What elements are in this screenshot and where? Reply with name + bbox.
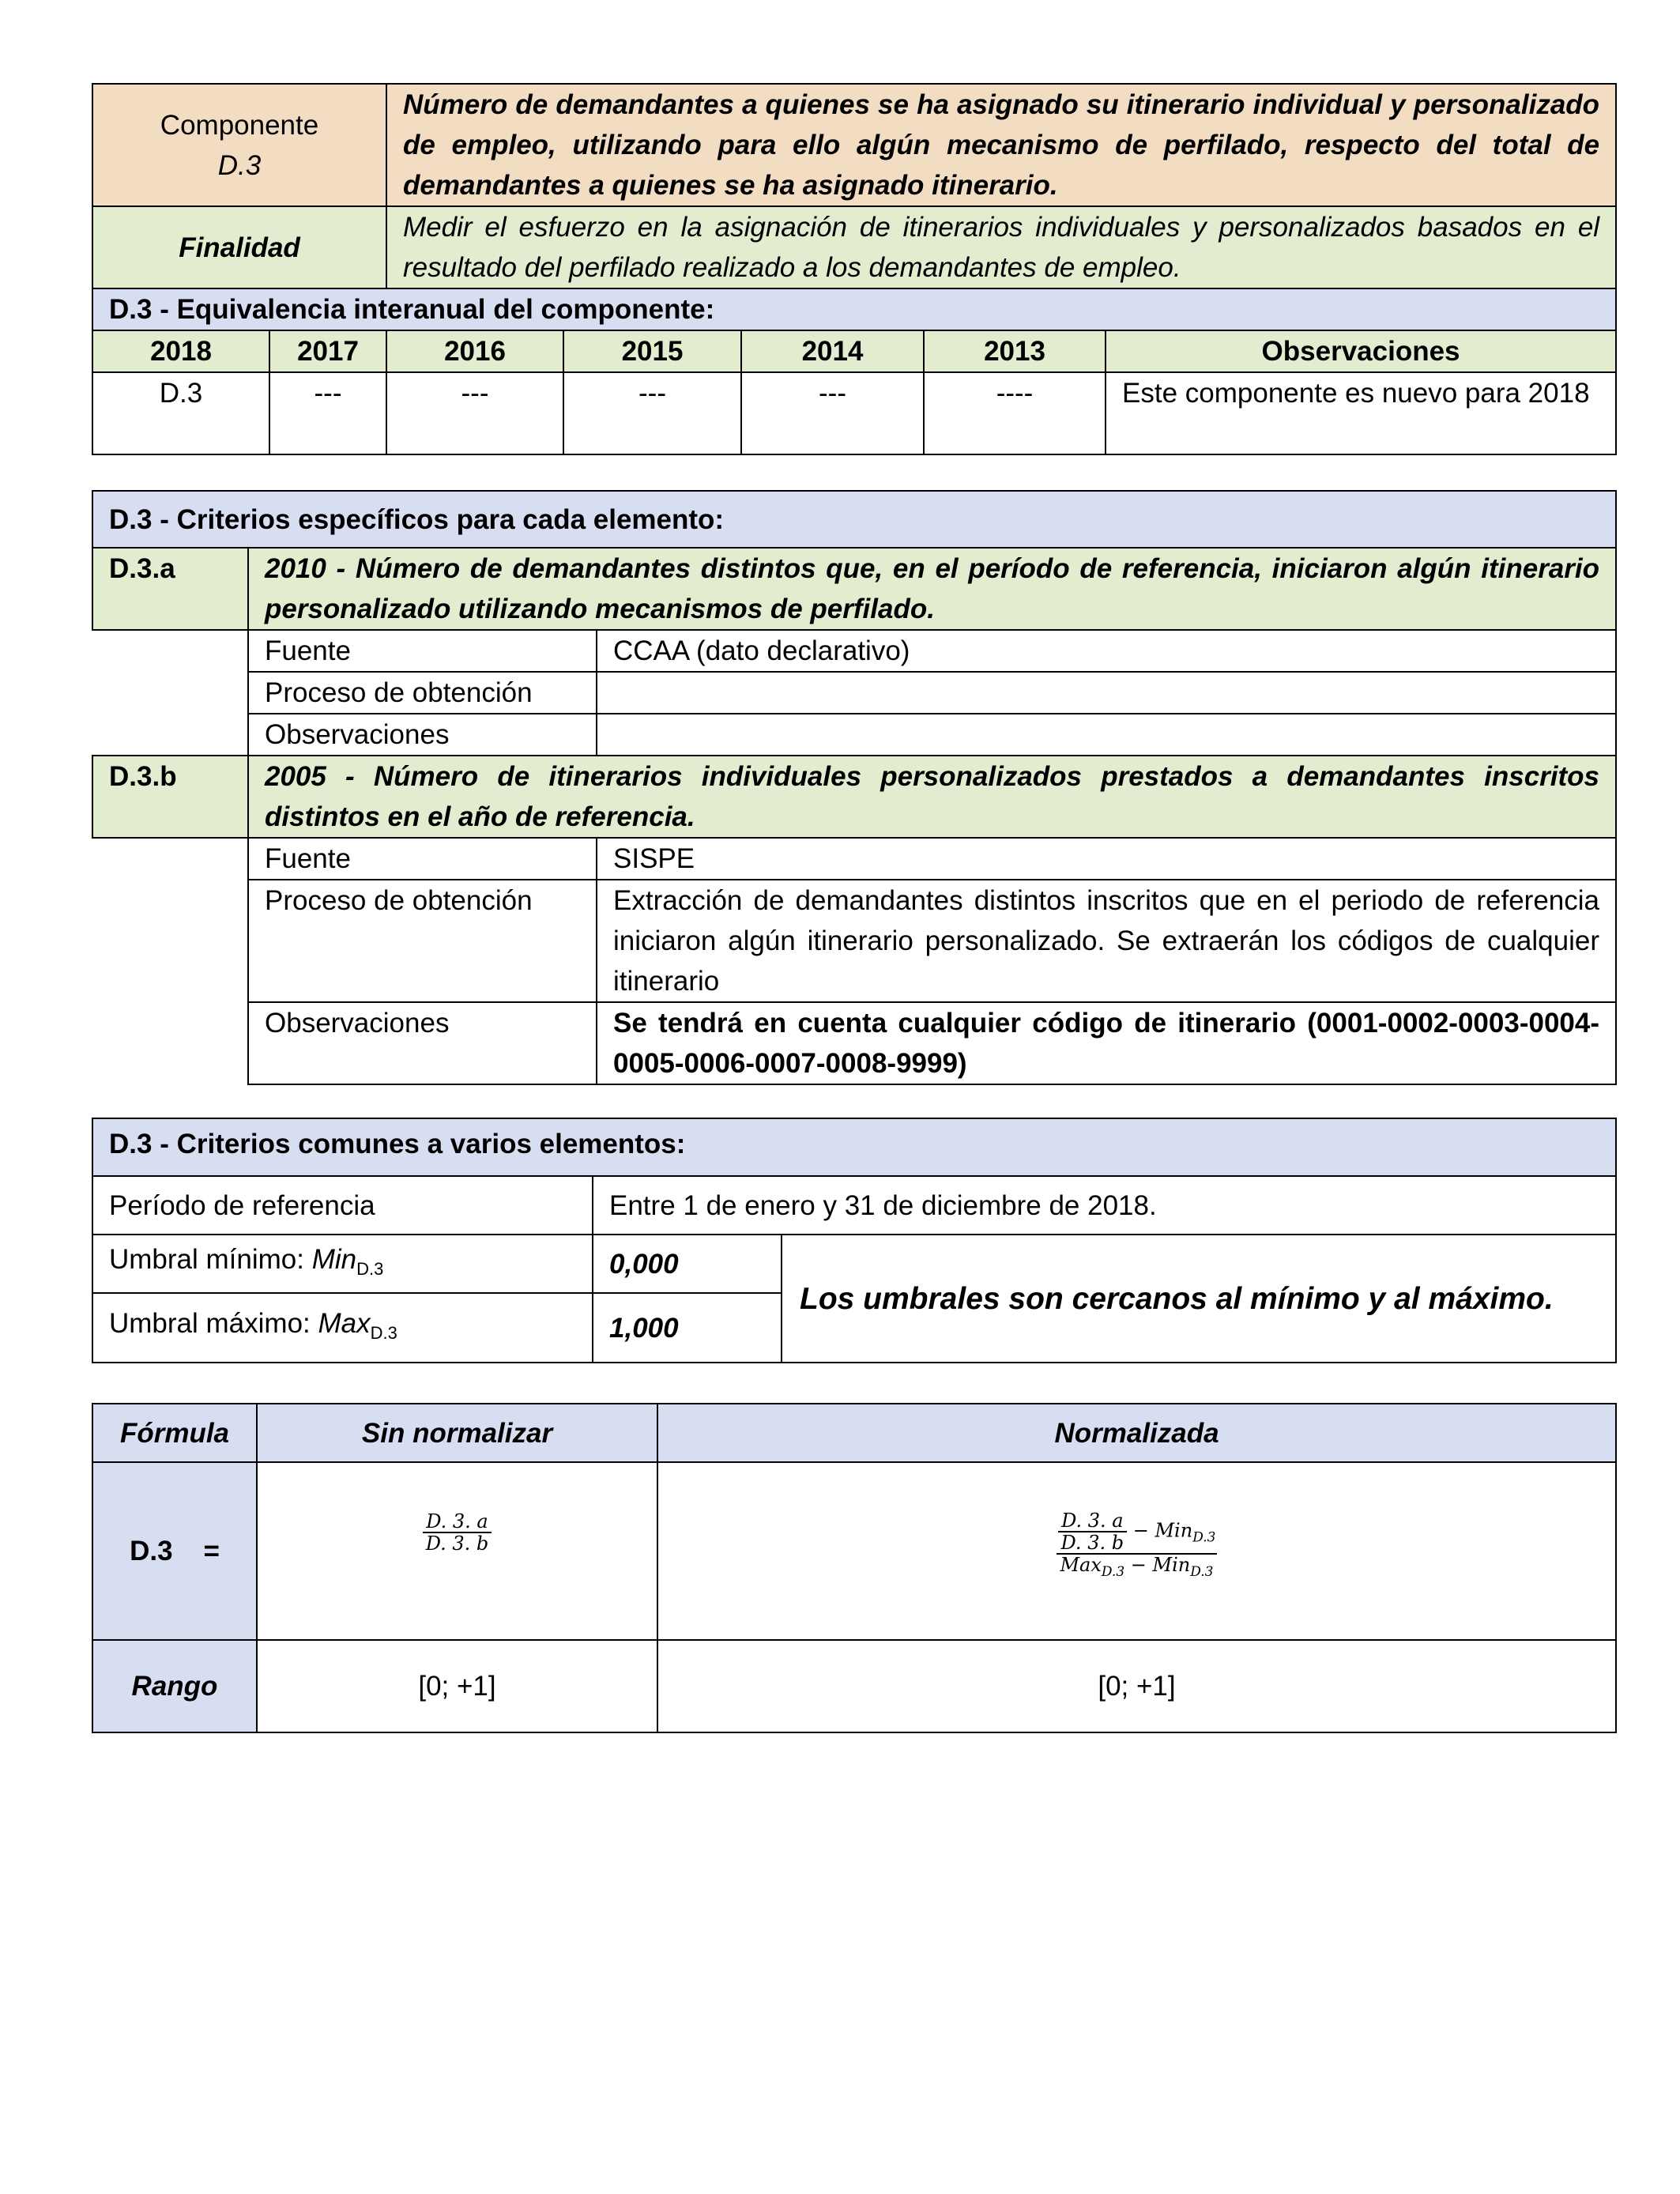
normalized-max-var: Max — [1060, 1554, 1102, 1576]
equivalence-cell-2014: --- — [741, 372, 924, 454]
raw-formula — [257, 1462, 657, 1640]
equivalence-cell-2018: D.3 — [92, 372, 269, 454]
element-spacer-b — [92, 838, 248, 1084]
normalized-minus-1: − — [1127, 1519, 1155, 1542]
normalized-inner-num: D. 3. a — [1061, 1510, 1124, 1532]
normalized-denominator — [1057, 1553, 1216, 1582]
raw-fraction — [423, 1511, 492, 1554]
element-spacer-a — [92, 630, 248, 756]
min-threshold-var: Min — [311, 1243, 357, 1275]
period-label: Período de referencia — [92, 1176, 593, 1235]
raw-numerator: D. 3. a — [426, 1510, 488, 1532]
purpose-label: Finalidad — [92, 206, 386, 288]
min-threshold-label-text: Umbral mínimo: — [109, 1243, 312, 1275]
common-table — [92, 1118, 1617, 1363]
proceso-label-a: Proceso de obtención — [248, 672, 597, 714]
criteria-table — [92, 490, 1617, 1085]
component-table — [92, 83, 1617, 455]
equivalence-header-observaciones: Observaciones — [1106, 330, 1616, 372]
raw-denominator: D. 3. b — [423, 1532, 492, 1554]
element-code-b: D.3.b — [92, 756, 248, 838]
equivalence-cell-observaciones: Este componente es nuevo para 2018 — [1106, 372, 1616, 454]
equivalence-cell-2017: --- — [269, 372, 386, 454]
purpose-text: Medir el esfuerzo en la asignación de itinerarios individuales y personalizados basados en el resultado del perfilado realizado a los demandantes de empleo. — [386, 206, 1616, 288]
raw-header: Sin normalizar — [257, 1404, 657, 1462]
range-normalized: [0; +1] — [657, 1640, 1616, 1732]
equivalence-header-2015: 2015 — [563, 330, 741, 372]
normalized-minus-2: − — [1124, 1554, 1153, 1576]
fuente-label-b: Fuente — [248, 838, 597, 880]
equivalence-cell-2016: --- — [386, 372, 563, 454]
obs-value-b: Se tendrá en cuenta cualquier código de itinerario (0001-0002-0003-0004-0005-0006-0007-0008-9999) — [597, 1002, 1616, 1084]
normalized-fraction — [1055, 1510, 1219, 1582]
component-description: Número de demandantes a quienes se ha asignado su itinerario individual y personalizado de empleo, utilizando para ello algún mecanismo de perfilado, respecto del total de demandantes a quienes se ha asignado itinerario. — [386, 84, 1616, 206]
min-threshold-value: 0,000 — [593, 1235, 782, 1293]
formula-row-label — [92, 1462, 257, 1640]
equivalence-title: D.3 - Equivalencia interanual del componente: — [92, 288, 1616, 330]
normalized-min-var-2: Min — [1152, 1554, 1191, 1576]
equivalence-header-2018: 2018 — [92, 330, 269, 372]
fuente-value-b: SISPE — [597, 838, 1616, 880]
normalized-inner-fraction — [1058, 1510, 1128, 1553]
max-threshold-var: Max — [318, 1307, 371, 1339]
max-threshold-value: 1,000 — [593, 1293, 782, 1363]
period-value: Entre 1 de enero y 31 de diciembre de 2018. — [593, 1176, 1616, 1235]
normalized-header: Normalizada — [657, 1404, 1616, 1462]
normalized-numerator — [1055, 1510, 1219, 1553]
criteria-title: D.3 - Criterios específicos para cada elemento: — [92, 491, 1616, 548]
normalized-min-sub-2: D.3 — [1190, 1563, 1214, 1580]
normalized-min-sub: D.3 — [1192, 1529, 1216, 1546]
obs-value-a — [597, 714, 1616, 756]
element-description-b: 2005 - Número de itinerarios individuales personalizados prestados a demandantes inscritos distintos en el año de referencia. — [248, 756, 1616, 838]
component-label-line1: Componente — [160, 109, 319, 141]
component-label — [92, 84, 386, 206]
range-label: Rango — [92, 1640, 257, 1732]
normalized-inner-den: D. 3. b — [1058, 1531, 1128, 1553]
component-label-line2: D.3 — [217, 149, 262, 181]
common-title: D.3 - Criterios comunes a varios elementos: — [92, 1118, 1616, 1176]
proceso-label-b: Proceso de obtención — [248, 880, 597, 1002]
max-threshold-sub: D.3 — [370, 1322, 397, 1343]
obs-label-b: Observaciones — [248, 1002, 597, 1084]
equivalence-header-2014: 2014 — [741, 330, 924, 372]
formula-header: Fórmula — [92, 1404, 257, 1462]
fuente-label-a: Fuente — [248, 630, 597, 672]
equivalence-cell-2015: --- — [563, 372, 741, 454]
threshold-note: Los umbrales son cercanos al mínimo y al máximo. — [782, 1235, 1616, 1363]
max-threshold-label-text: Umbral máximo: — [109, 1307, 318, 1339]
equivalence-cell-2013: ---- — [924, 372, 1106, 454]
min-threshold-sub: D.3 — [356, 1258, 384, 1279]
range-raw: [0; +1] — [257, 1640, 657, 1732]
equivalence-header-2013: 2013 — [924, 330, 1106, 372]
max-threshold-label — [92, 1293, 593, 1363]
normalized-max-sub: D.3 — [1101, 1563, 1125, 1580]
proceso-value-b: Extracción de demandantes distintos inscritos que en el periodo de referencia iniciaron algún itinerario personalizado. Se extraerán los códigos de cualquier itinerario — [597, 880, 1616, 1002]
normalized-formula — [657, 1462, 1616, 1640]
fuente-value-a: CCAA (dato declarativo) — [597, 630, 1616, 672]
obs-label-a: Observaciones — [248, 714, 597, 756]
element-description-a: 2010 - Número de demandantes distintos que, en el período de referencia, iniciaron algún itinerario personalizado utilizando mecanismos de perfilado. — [248, 548, 1616, 630]
min-threshold-label — [92, 1235, 593, 1293]
proceso-value-a — [597, 672, 1616, 714]
element-code-a: D.3.a — [92, 548, 248, 630]
equivalence-header-2017: 2017 — [269, 330, 386, 372]
formula-table — [92, 1403, 1617, 1733]
equivalence-header-2016: 2016 — [386, 330, 563, 372]
normalized-min-var: Min — [1155, 1519, 1193, 1542]
formula-row-label-text: D.3 = — [130, 1536, 220, 1566]
